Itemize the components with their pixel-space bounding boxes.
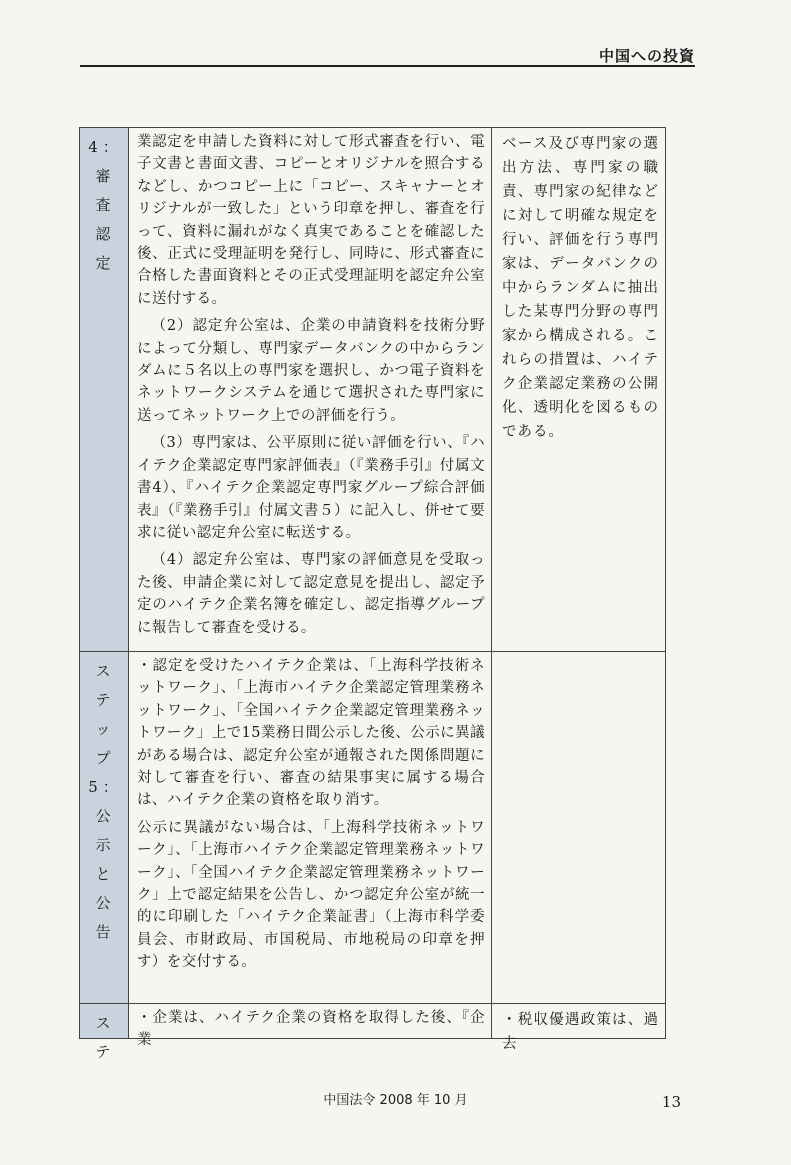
- step-6-note: ・税収優遇政策は、過去: [502, 1012, 659, 1052]
- step-label-cell: [80, 128, 129, 652]
- header-rule: [80, 65, 695, 67]
- step-4-paragraph-2: （2）認定弁公室は、企業の申請資料を技術分野によって分類し、専門家データバンクの中からランダムに５名以上の専門家を選択し、かつ電子資料をネットワークシステムを通じて選択された専門家に送ってネットワーク上での評価を行う。: [137, 318, 485, 424]
- step-6-label: ス テ: [95, 1014, 116, 1061]
- step-content-cell: [129, 652, 492, 1004]
- step-4-note: ベース及び専門家の選出方法、専門家の職責、専門家の紀律などに対して明確な規定を行い、評価を行う専門家は、データバンクの中からランダムに抽出した某専門分野の専門家から構成される。これらの措置は、ハイテク企業認定業務の公開化、透明化を図るものである。: [502, 136, 659, 440]
- page-number: 13: [661, 1093, 681, 1111]
- note-cell: [492, 128, 666, 652]
- step-label-cell: [80, 1004, 129, 1061]
- step-5-paragraph-1: ・認定を受けたハイテク企業は、「上海科学技術ネットワーク」、「上海市ハイテク企業認定管理業務ネットワーク」、「全国ハイテク企業認定管理業務ネットワーク」上で15業務日間公示した後、公示に異議がある場合は、認定弁公室が通報された関係問題に対して審査を行い、審査の結果事実に属する場合は、ハイテク企業の資格を取り消す。: [137, 658, 485, 809]
- note-cell: [492, 652, 666, 1004]
- table-row-step-5: [80, 652, 666, 1004]
- step-5-paragraph-2: 公示に異議がない場合は、「上海科学技術ネットワーク」、「上海市ハイテク企業認定管理業務ネットワーク」、「全国ハイテク企業認定管理業務ネットワーク」上で認定結果を公告し、かつ認定弁公室が統一的に印刷した「ハイテク企業証書」（上海市科学委員会、市財政局、市国税局、市地税局の印章を押す）を交付する。: [137, 819, 485, 971]
- procedure-table: [79, 127, 666, 1061]
- step-6-paragraph-1: ・企業は、ハイテク企業の資格を取得した後、『企業: [137, 1010, 485, 1049]
- step-4-paragraph-3: （3）専門家は、公平原則に従い評価を行い、『ハイテク企業認定専門家評価表』（『業務手引』付属文書4）、『ハイテク企業認定専門家グループ綜合評価表』（『業務手引』付属文書５）に記入し、併せて要求に従い認定弁公室に転送する。: [137, 435, 485, 541]
- step-5-note: [492, 652, 665, 660]
- step-content-cell: [129, 128, 492, 652]
- table-row-step-4: [80, 128, 666, 652]
- step-content-cell: [129, 1004, 492, 1049]
- footer-journal: 中国法令 2008 年 10 月: [323, 1093, 468, 1108]
- note-cell: [492, 1004, 666, 1052]
- running-header-title: 中国への投資: [598, 47, 695, 65]
- step-4-paragraph-4: （4）認定弁公室は、専門家の評価意見を受取った後、申請企業に対して認定意見を提出し、認定予定のハイテク企業名簿を確定し、認定指導グループに報告して審査を受ける。: [137, 552, 485, 636]
- step-4-label: 4：審 査 認 定: [88, 138, 123, 272]
- table-row-step-6: [80, 1004, 666, 1039]
- step-5-label: ス テ ッ プ 5： 公 示 と 公 告: [88, 662, 123, 941]
- step-4-paragraph-1: 業認定を申請した資料に対して形式審査を行い、電子文書と書面文書、コピーとオリジナルを照合するなどし、かつコピー上に「コピー、スキャナーとオリジナルが一致した」という印章を押し、審査を行って、資料に漏れがなく真実であることを確認した後、正式に受理証明を発行し、同時に、形式審査に合格した書面資料とその正式受理証明を認定弁公室に送付する。: [137, 134, 485, 307]
- step-label-cell: [80, 652, 129, 1004]
